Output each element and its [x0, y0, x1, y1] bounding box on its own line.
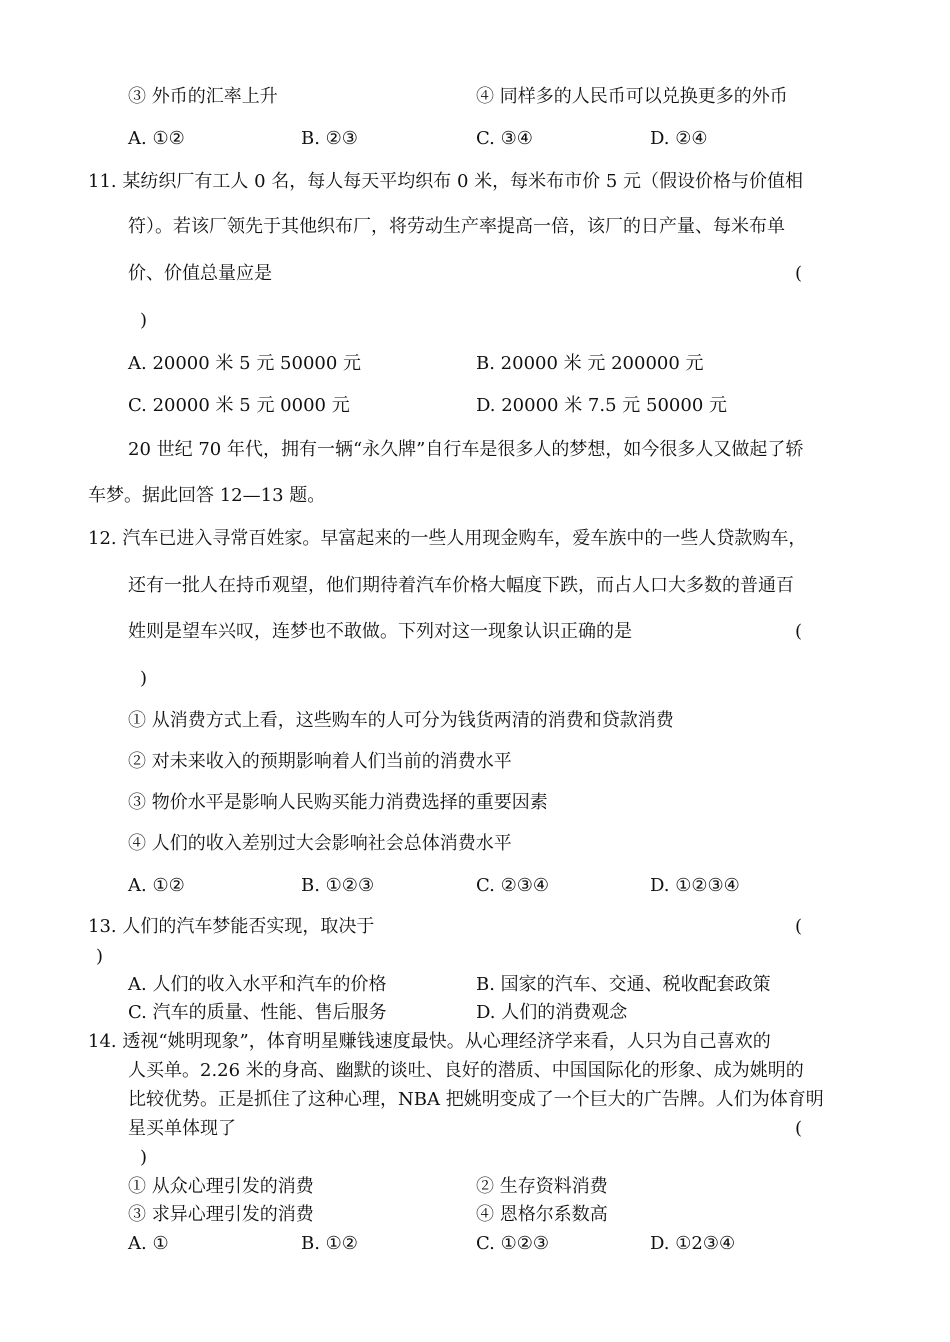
q14-choice-a: A. ① — [128, 1233, 169, 1254]
q10-choice-d: D. ②④ — [650, 128, 708, 149]
q12-stem-line-3: 姓则是望车兴叹，连梦也不敢做。下列对这一现象认识正确的是 — [128, 621, 632, 642]
q13-choice-a: A. 人们的收入水平和汽车的价格 — [128, 974, 387, 995]
q11-choice-c: C. 20000 米 5 元 0000 元 — [128, 395, 350, 416]
q12-paren-open: ( — [795, 621, 803, 642]
q14-option-3: ③ 求异心理引发的消费 — [128, 1204, 314, 1225]
q11-paren-close: ) — [140, 310, 148, 331]
q14-option-4: ④ 恩格尔系数高 — [476, 1204, 608, 1225]
q13-paren-close: ) — [96, 946, 104, 967]
q11-paren-open: ( — [795, 263, 803, 284]
q14-paren-close: ) — [140, 1147, 148, 1168]
q13-stem: 13. 人们的汽车梦能否实现，取决于 — [88, 916, 375, 937]
q11-stem-line-2: 符）。若该厂领先于其他织布厂，将劳动生产率提高一倍，该厂的日产量、每米布单 — [128, 216, 785, 237]
q10-option-4: ④ 同样多的人民币可以兑换更多的外币 — [476, 86, 788, 107]
q11-stem-line-3: 价、价值总量应是 — [128, 263, 272, 284]
q14-choice-b: B. ①② — [301, 1233, 358, 1254]
q12-choice-b: B. ①②③ — [301, 875, 375, 896]
q12-option-4: ④ 人们的收入差别过大会影响社会总体消费水平 — [128, 833, 512, 854]
q10-option-3: ③ 外币的汇率上升 — [128, 86, 278, 107]
q12-option-2: ② 对未来收入的预期影响着人们当前的消费水平 — [128, 751, 512, 772]
q14-option-1: ① 从众心理引发的消费 — [128, 1176, 314, 1197]
q14-stem-line-1: 14. 透视“姚明现象”，体育明星赚钱速度最快。从心理经济学来看，人只为自己喜欢的 — [88, 1031, 771, 1052]
q12-choice-a: A. ①② — [128, 875, 185, 896]
q13-choice-d: D. 人们的消费观念 — [476, 1002, 628, 1023]
q12-option-3: ③ 物价水平是影响人民购买能力消费选择的重要因素 — [128, 792, 548, 813]
q10-choice-b: B. ②③ — [301, 128, 358, 149]
q14-option-2: ② 生存资料消费 — [476, 1176, 608, 1197]
q14-stem-line-4: 星买单体现了 — [128, 1118, 236, 1139]
q13-choice-c: C. 汽车的质量、性能、售后服务 — [128, 1002, 387, 1023]
q11-choice-a: A. 20000 米 5 元 50000 元 — [128, 353, 362, 374]
q12-stem-line-2: 还有一批人在持币观望，他们期待着汽车价格大幅度下跌，而占人口大多数的普通百 — [128, 575, 794, 596]
q14-choice-c: C. ①②③ — [476, 1233, 549, 1254]
q10-choice-a: A. ①② — [128, 128, 185, 149]
q10-choice-c: C. ③④ — [476, 128, 533, 149]
q14-paren-open: ( — [795, 1118, 803, 1139]
q12-choice-d: D. ①②③④ — [650, 875, 740, 896]
q14-stem-line-2: 人买单。2.26 米的身高、幽默的谈吐、良好的潜质、中国国际化的形象、成为姚明的 — [128, 1060, 804, 1081]
q12-stem-line-1: 12. 汽车已进入寻常百姓家。早富起来的一些人用现金购车，爱车族中的一些人贷款购车， — [88, 528, 807, 549]
q12-choice-c: C. ②③④ — [476, 875, 549, 896]
q12-paren-close: ) — [140, 668, 148, 689]
q12-option-1: ① 从消费方式上看，这些购车的人可分为钱货两清的消费和贷款消费 — [128, 710, 674, 731]
q11-stem-line-1: 11. 某纺织厂有工人 0 名，每人每天平均织布 0 米，每米布市价 5 元（假设价格与价值相 — [88, 171, 804, 192]
intro-line-2: 车梦。据此回答 12—13 题。 — [88, 485, 326, 506]
q14-stem-line-3: 比较优势。正是抓住了这种心理，NBA 把姚明变成了一个巨大的广告牌。人们为体育明 — [128, 1089, 824, 1110]
intro-line-1: 20 世纪 70 年代，拥有一辆“永久牌”自行车是很多人的梦想，如今很多人又做起了轿 — [128, 439, 804, 460]
q11-choice-d: D. 20000 米 7.5 元 50000 元 — [476, 395, 727, 416]
q11-choice-b: B. 20000 米 元 200000 元 — [476, 353, 704, 374]
q13-choice-b: B. 国家的汽车、交通、税收配套政策 — [476, 974, 771, 995]
q13-paren-open: ( — [795, 916, 803, 937]
q14-choice-d: D. ①2③④ — [650, 1233, 736, 1254]
